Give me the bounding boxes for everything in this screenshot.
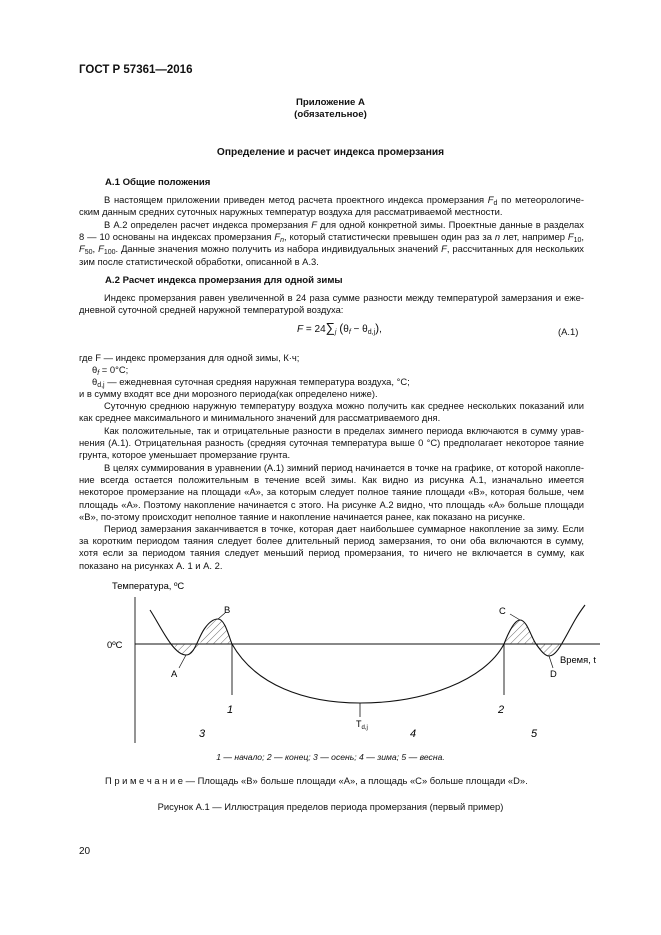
appendix-title: Приложение А — [296, 97, 365, 108]
formula: $F = 24\sum_j$ $(\theta_f - \theta_{d,j})$, — [297, 320, 382, 336]
figure-note: П р и м е ч а н и е — Площадь «В» больше площади «А», а площадь «С» больше площади «D». — [105, 775, 528, 786]
section-a2-paragraph-5: Период замерзания заканчивается в точке, которая дает наибольшее суммарное накопление за зиму. Если за коротким периодом таяния следует более длительный период замерзания, то они оба включаются в сумму, хотя если за периодом таяния следует меньший период промерзания, то ничего не включается в сумму, как показано на рисунках А. 1 и А. 2. — [79, 523, 584, 571]
section-a2-paragraph-4: В целях суммирования в уравнении (А.1) зимний период начинается в точке на графике, от которой накопле-ние всегда остается положительным в течение всей зимы. Как видно из рисунка А.1, изначально имеется некоторое промерзание на площади «А», за которым следует полное таяние площади «В», которая больше, чем площадь «А». Поэтому накопление начинается с этого. На рисунке А.2 видно, что площадь «А» больше площади «В», по-этому происходит неполное таяние и накопление начинается ранее, как показано на рисунке. — [79, 462, 584, 522]
point-c-label: C — [499, 605, 506, 616]
page-number: 20 — [79, 846, 91, 857]
section-a2-paragraph-2: Суточную среднюю наружную температуру воздуха можно получить как среднее нескольких показаний или как среднее максимального и минимального значений для рассматриваемого дня. — [79, 400, 584, 424]
tmin-label: $T_{d,j}$ — [356, 719, 368, 731]
freezing-index-figure — [105, 575, 615, 745]
where-line-2: $\theta_f = 0^\circ С$; — [92, 364, 129, 377]
section-a1-paragraph-1: В настоящем приложении приведен метод расчета проектного индекса промерзания $F_d$ по метеорологиче-ским данным средних суточных наружных температур воздуха для рассматриваемой местности. — [79, 194, 584, 218]
main-title: Определение и расчет индекса промерзания — [216, 147, 445, 158]
document-header: ГОСТ Р 57361—2016 — [79, 64, 193, 76]
where-line-3: $\theta_{d,j}$ — ежедневная суточная средняя наружная температура воздуха, °С; — [92, 376, 410, 389]
point-d-label: D — [550, 668, 557, 679]
section-a2-heading: А.2 Расчет индекса промерзания для одной зимы — [105, 275, 343, 286]
season-spring: 5 — [531, 728, 538, 740]
season-autumn: 3 — [199, 728, 206, 740]
formula-number: (А.1) — [558, 326, 579, 337]
appendix-subtitle: (обязательное) — [294, 109, 367, 120]
figure-caption: Рисунок А.1 — Иллюстрация пределов периода промерзания (первый пример) — [157, 801, 504, 812]
point-a-label: A — [171, 668, 178, 679]
where-line-4: и в сумму входят все дни морозного периода(как определено ниже). — [79, 388, 378, 399]
mark-2: 2 — [498, 704, 505, 716]
section-a1-heading: А.1 Общие положения — [105, 177, 211, 188]
figure-legend: 1 — начало; 2 — конец; 3 — осень; 4 — зима; 5 — весна. — [216, 752, 445, 762]
mark-1: 1 — [227, 704, 234, 716]
section-a2-paragraph-3: Как положительные, так и отрицательные разности в пределах зимнего периода включаются в сумму урав-нения (А.1). Отрицательная разность (средняя суточная температура выше 0 °С) предполагает некоторое таяние грунта, которое уменьшает промерзание грунта. — [79, 425, 584, 461]
season-winter: 4 — [410, 728, 417, 740]
zero-label: 0ºС — [107, 639, 123, 650]
where-line-1: где F — индекс промерзания для одной зимы, К·ч; — [79, 352, 300, 363]
y-axis-label: Температура, ºС — [112, 580, 185, 591]
section-a2-paragraph-1: Индекс промерзания равен увеличенной в 24 раза сумме разности между температурой замерзания и еже-дневной суточной средней наружной температурой воздуха: — [79, 292, 584, 316]
section-a1-paragraph-2: В А.2 определен расчет индекса промерзания F для одной конкретной зимы. Проектные данные в разделах 8 — 10 основаны на индексах промерзания $F_n$, который статистически превышен один раз за n лет, например $F_{10}$, $F_{50}$, $F_{100}$. Данные значения можно получить из набора индивидуальных значений F, рассчитанных для нескольких зим после статистической обработки, описанной в А.3. — [79, 219, 585, 267]
point-b-label: B — [224, 604, 231, 615]
x-axis-label: Время, t — [560, 654, 597, 665]
